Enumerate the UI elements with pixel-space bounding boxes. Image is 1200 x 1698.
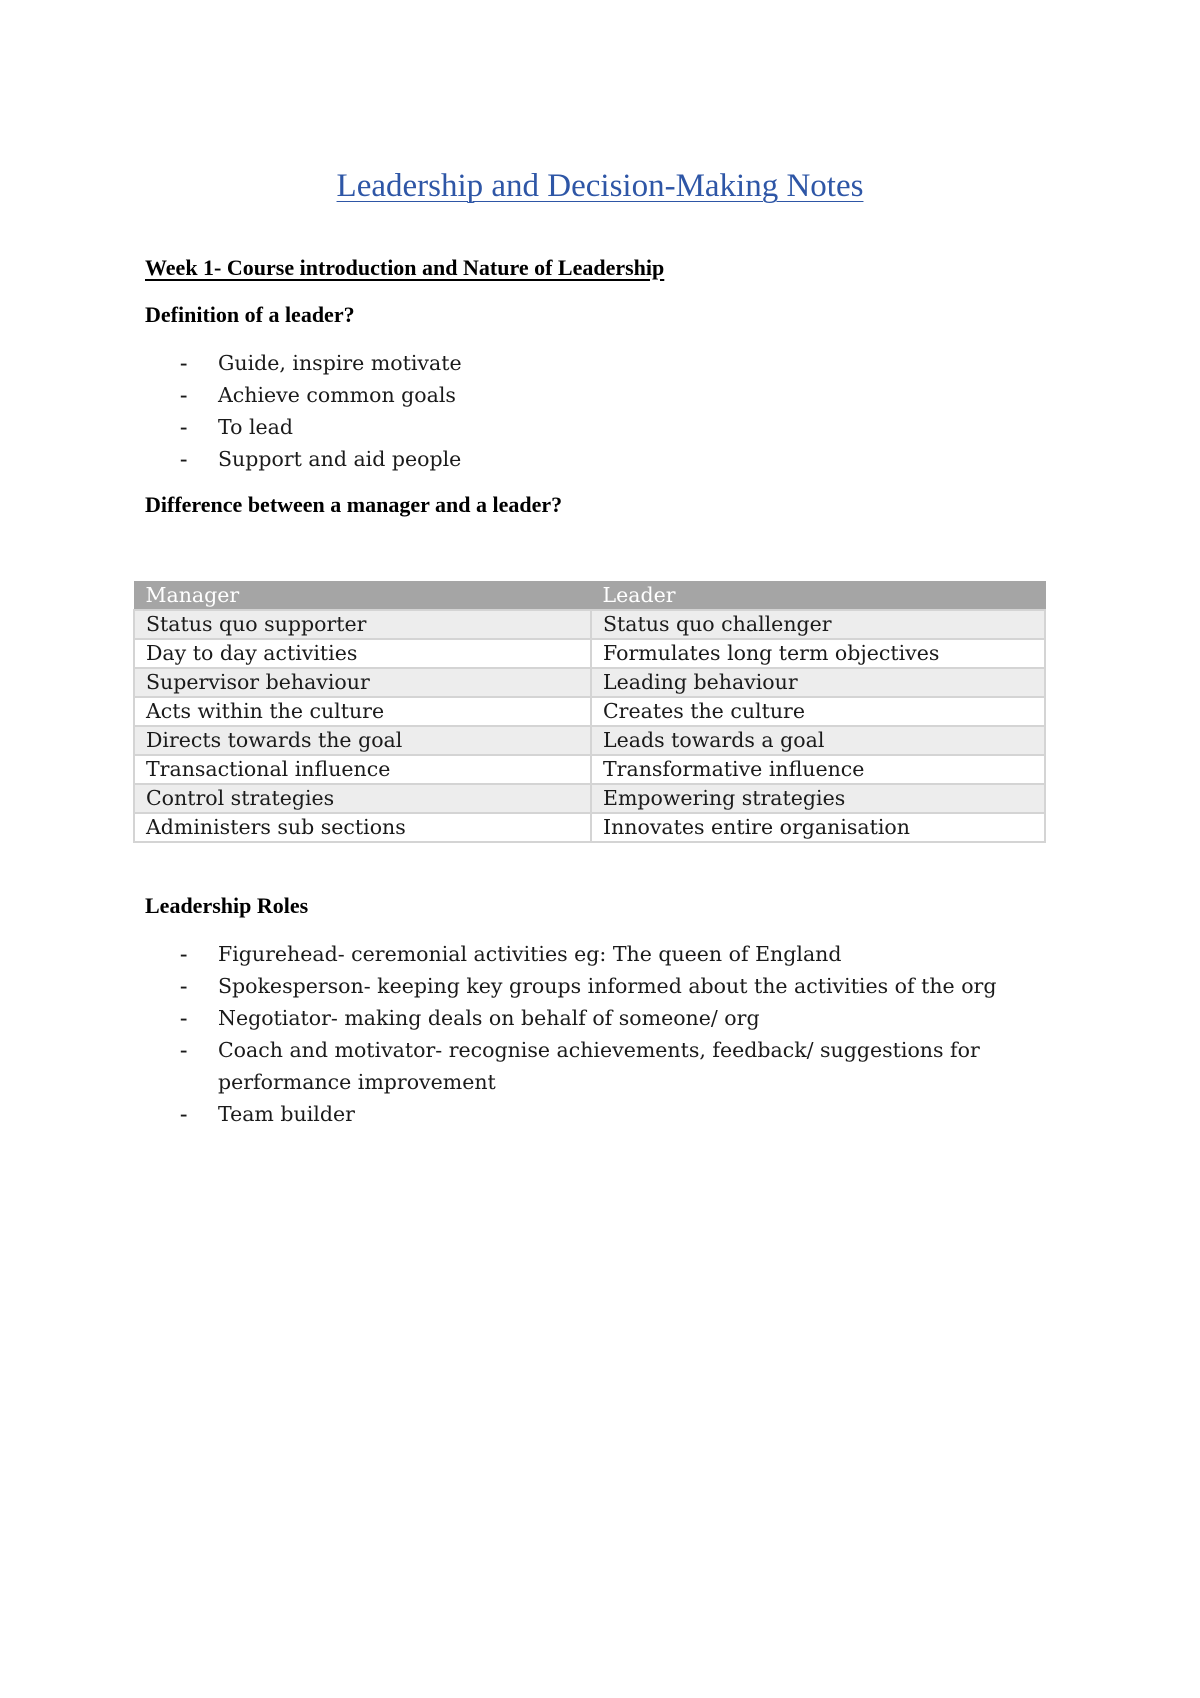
table-cell-manager: Status quo supporter <box>134 610 591 639</box>
table-cell-manager: Supervisor behaviour <box>134 668 591 697</box>
document-title: Leadership and Decision-Making Notes <box>336 168 864 204</box>
bullet-dash: - <box>180 1101 188 1126</box>
list-item-text: Figurehead- ceremonial activities eg: The queen of England <box>218 942 842 966</box>
table-row <box>134 697 1045 726</box>
table-row <box>134 813 1045 842</box>
table-cell-manager: Day to day activities <box>134 639 591 668</box>
bullet-dash: - <box>180 414 188 439</box>
week-heading: Week 1- Course introduction and Nature of Leadership <box>145 255 665 280</box>
difference-heading: Difference between a manager and a leader? <box>145 492 563 517</box>
roles-list <box>0 938 1200 1130</box>
list-item <box>0 938 1200 970</box>
roles-heading: Leadership Roles <box>145 893 309 918</box>
list-item <box>0 411 1200 443</box>
table-cell-manager: Directs towards the goal <box>134 726 591 755</box>
table-row <box>134 755 1045 784</box>
bullet-dash: - <box>180 446 188 471</box>
table-row <box>134 639 1045 668</box>
table-row <box>134 668 1045 697</box>
table-cell-leader: Status quo challenger <box>591 610 1045 639</box>
list-item <box>0 1034 1200 1098</box>
table-header-leader: Leader <box>591 582 1045 611</box>
list-item-text: Achieve common goals <box>218 383 456 407</box>
bullet-dash: - <box>180 1037 188 1062</box>
list-item <box>0 379 1200 411</box>
bullet-dash: - <box>180 350 188 375</box>
table-header-row <box>134 582 1045 611</box>
list-item-text: Team builder <box>218 1102 355 1126</box>
list-item-text: Negotiator- making deals on behalf of someone/ org <box>218 1006 760 1030</box>
list-item <box>0 1098 1200 1130</box>
list-item <box>0 1002 1200 1034</box>
table-cell-manager: Transactional influence <box>134 755 591 784</box>
table-row <box>134 726 1045 755</box>
bullet-dash: - <box>180 1005 188 1030</box>
table-cell-leader: Leading behaviour <box>591 668 1045 697</box>
table-cell-manager: Control strategies <box>134 784 591 813</box>
list-item <box>0 443 1200 475</box>
table-cell-leader: Creates the culture <box>591 697 1045 726</box>
list-item-text: Coach and motivator- recognise achievements, feedback/ suggestions for performance improvement <box>218 1038 980 1094</box>
bullet-dash: - <box>180 973 188 998</box>
bullet-dash: - <box>180 382 188 407</box>
table-cell-leader: Empowering strategies <box>591 784 1045 813</box>
table-cell-leader: Leads towards a goal <box>591 726 1045 755</box>
list-item-text: Support and aid people <box>218 447 462 471</box>
table-cell-manager: Administers sub sections <box>134 813 591 842</box>
table-row <box>134 784 1045 813</box>
bullet-dash: - <box>180 941 188 966</box>
list-item-text: Spokesperson- keeping key groups informed about the activities of the org <box>218 974 997 998</box>
list-item <box>0 970 1200 1002</box>
table-header-manager: Manager <box>134 582 591 611</box>
table-row <box>134 610 1045 639</box>
manager-leader-table <box>133 581 1046 843</box>
table-cell-leader: Innovates entire organisation <box>591 813 1045 842</box>
list-item-text: To lead <box>218 415 293 439</box>
list-item-text: Guide, inspire motivate <box>218 351 462 375</box>
definition-heading: Definition of a leader? <box>145 302 355 327</box>
list-item <box>0 347 1200 379</box>
table-cell-manager: Acts within the culture <box>134 697 591 726</box>
table-cell-leader: Formulates long term objectives <box>591 639 1045 668</box>
table-cell-leader: Transformative influence <box>591 755 1045 784</box>
definition-list <box>0 347 1200 475</box>
